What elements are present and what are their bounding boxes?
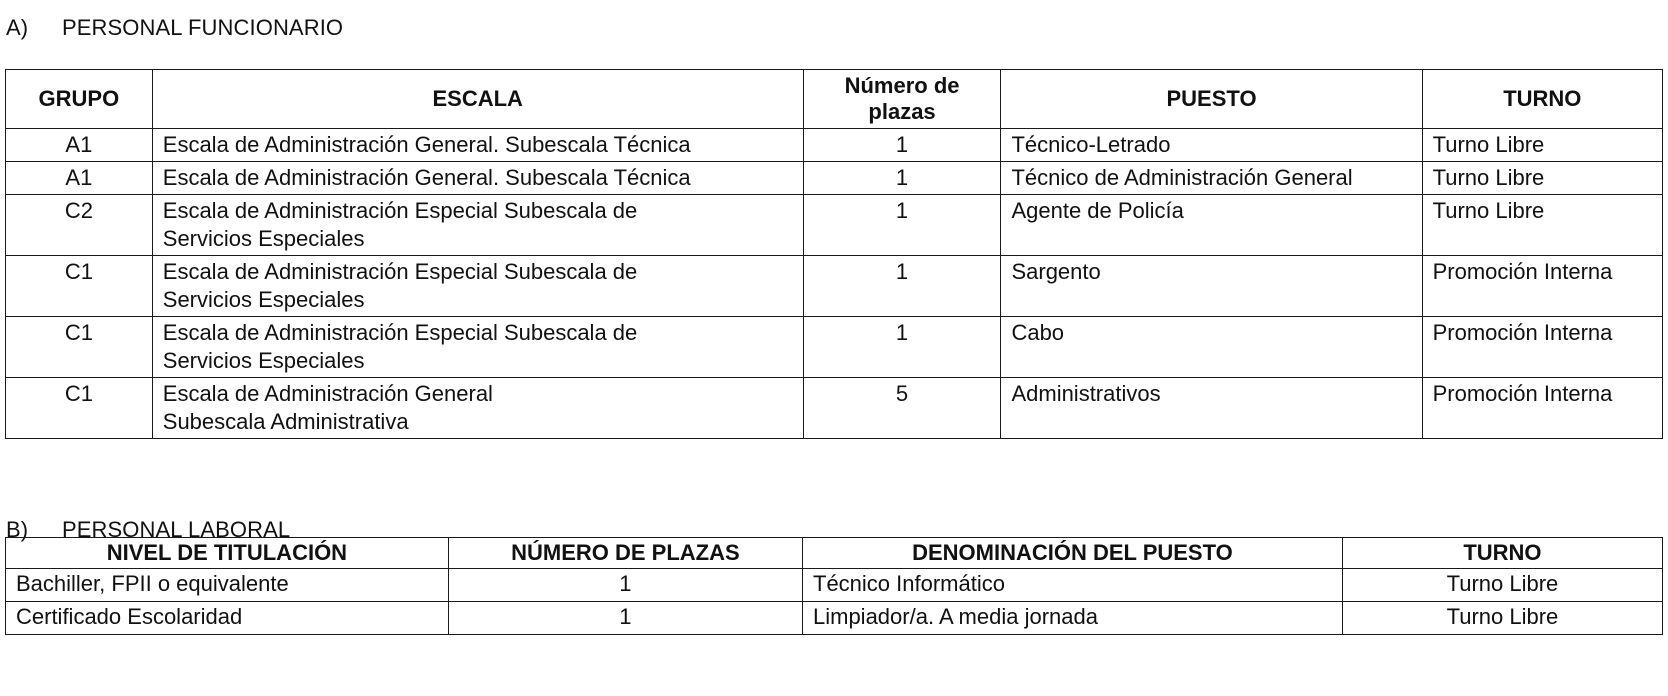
cell-escala: Escala de Administración Especial Subescala de Servicios Especiales [152, 256, 803, 317]
personal-laboral-table [5, 537, 1663, 635]
cell-puesto: Agente de Policía [1001, 195, 1422, 256]
table-header-row [6, 70, 1663, 129]
cell-plazas: 1 [803, 317, 1001, 378]
cell-turno: Promoción Interna [1422, 378, 1662, 439]
cell-plazas: 1 [448, 602, 802, 635]
section-a-letter: A) [6, 15, 29, 40]
cell-plazas: 1 [803, 195, 1001, 256]
cell-puesto: Técnico de Administración General [1001, 162, 1422, 195]
cell-grupo: C1 [6, 317, 153, 378]
header-escala: ESCALA [152, 70, 803, 129]
table-row [6, 317, 1663, 378]
header-numero-plazas: Número de plazas [803, 70, 1001, 129]
cell-nivel-titulacion: Certificado Escolaridad [6, 602, 449, 635]
cell-escala: Escala de Administración Especial Subescala de Servicios Especiales [152, 195, 803, 256]
table-header-row [6, 538, 1663, 569]
table-row [6, 129, 1663, 162]
cell-turno: Turno Libre [1422, 129, 1662, 162]
table-row [6, 256, 1663, 317]
header-puesto: PUESTO [1001, 70, 1422, 129]
cell-grupo: A1 [6, 162, 153, 195]
cell-turno: Turno Libre [1422, 162, 1662, 195]
cell-turno: Turno Libre [1342, 569, 1662, 602]
cell-grupo: C1 [6, 256, 153, 317]
cell-plazas: 1 [803, 129, 1001, 162]
cell-turno: Promoción Interna [1422, 256, 1662, 317]
section-a-heading [6, 15, 343, 41]
cell-denominacion: Técnico Informático [803, 569, 1343, 602]
personal-funcionario-table [5, 69, 1663, 439]
table-row [6, 569, 1663, 602]
cell-escala: Escala de Administración General Subescala Administrativa [152, 378, 803, 439]
cell-escala: Escala de Administración General. Subescala Técnica [152, 129, 803, 162]
cell-escala: Escala de Administración Especial Subescala de Servicios Especiales [152, 317, 803, 378]
table-row [6, 378, 1663, 439]
cell-puesto: Sargento [1001, 256, 1422, 317]
table-row [6, 162, 1663, 195]
header-nivel-titulacion: NIVEL DE TITULACIÓN [6, 538, 449, 569]
header-turno: TURNO [1342, 538, 1662, 569]
cell-grupo: C1 [6, 378, 153, 439]
cell-nivel-titulacion: Bachiller, FPII o equivalente [6, 569, 449, 602]
cell-grupo: A1 [6, 129, 153, 162]
cell-escala: Escala de Administración General. Subescala Técnica [152, 162, 803, 195]
section-b-letter: B) [6, 517, 29, 542]
cell-puesto: Administrativos [1001, 378, 1422, 439]
header-numero-plazas: NÚMERO DE PLAZAS [448, 538, 802, 569]
table-row [6, 602, 1663, 635]
cell-turno: Turno Libre [1422, 195, 1662, 256]
cell-plazas: 1 [803, 256, 1001, 317]
cell-plazas: 5 [803, 378, 1001, 439]
table-row [6, 195, 1663, 256]
section-b-title: PERSONAL LABORAL [62, 517, 291, 542]
cell-puesto: Técnico-Letrado [1001, 129, 1422, 162]
cell-grupo: C2 [6, 195, 153, 256]
cell-turno: Turno Libre [1342, 602, 1662, 635]
cell-puesto: Cabo [1001, 317, 1422, 378]
header-denominacion-puesto: DENOMINACIÓN DEL PUESTO [803, 538, 1343, 569]
header-turno: TURNO [1422, 70, 1662, 129]
cell-plazas: 1 [448, 569, 802, 602]
header-grupo: GRUPO [6, 70, 153, 129]
section-a-title: PERSONAL FUNCIONARIO [62, 15, 344, 40]
cell-turno: Promoción Interna [1422, 317, 1662, 378]
cell-plazas: 1 [803, 162, 1001, 195]
cell-denominacion: Limpiador/a. A media jornada [803, 602, 1343, 635]
